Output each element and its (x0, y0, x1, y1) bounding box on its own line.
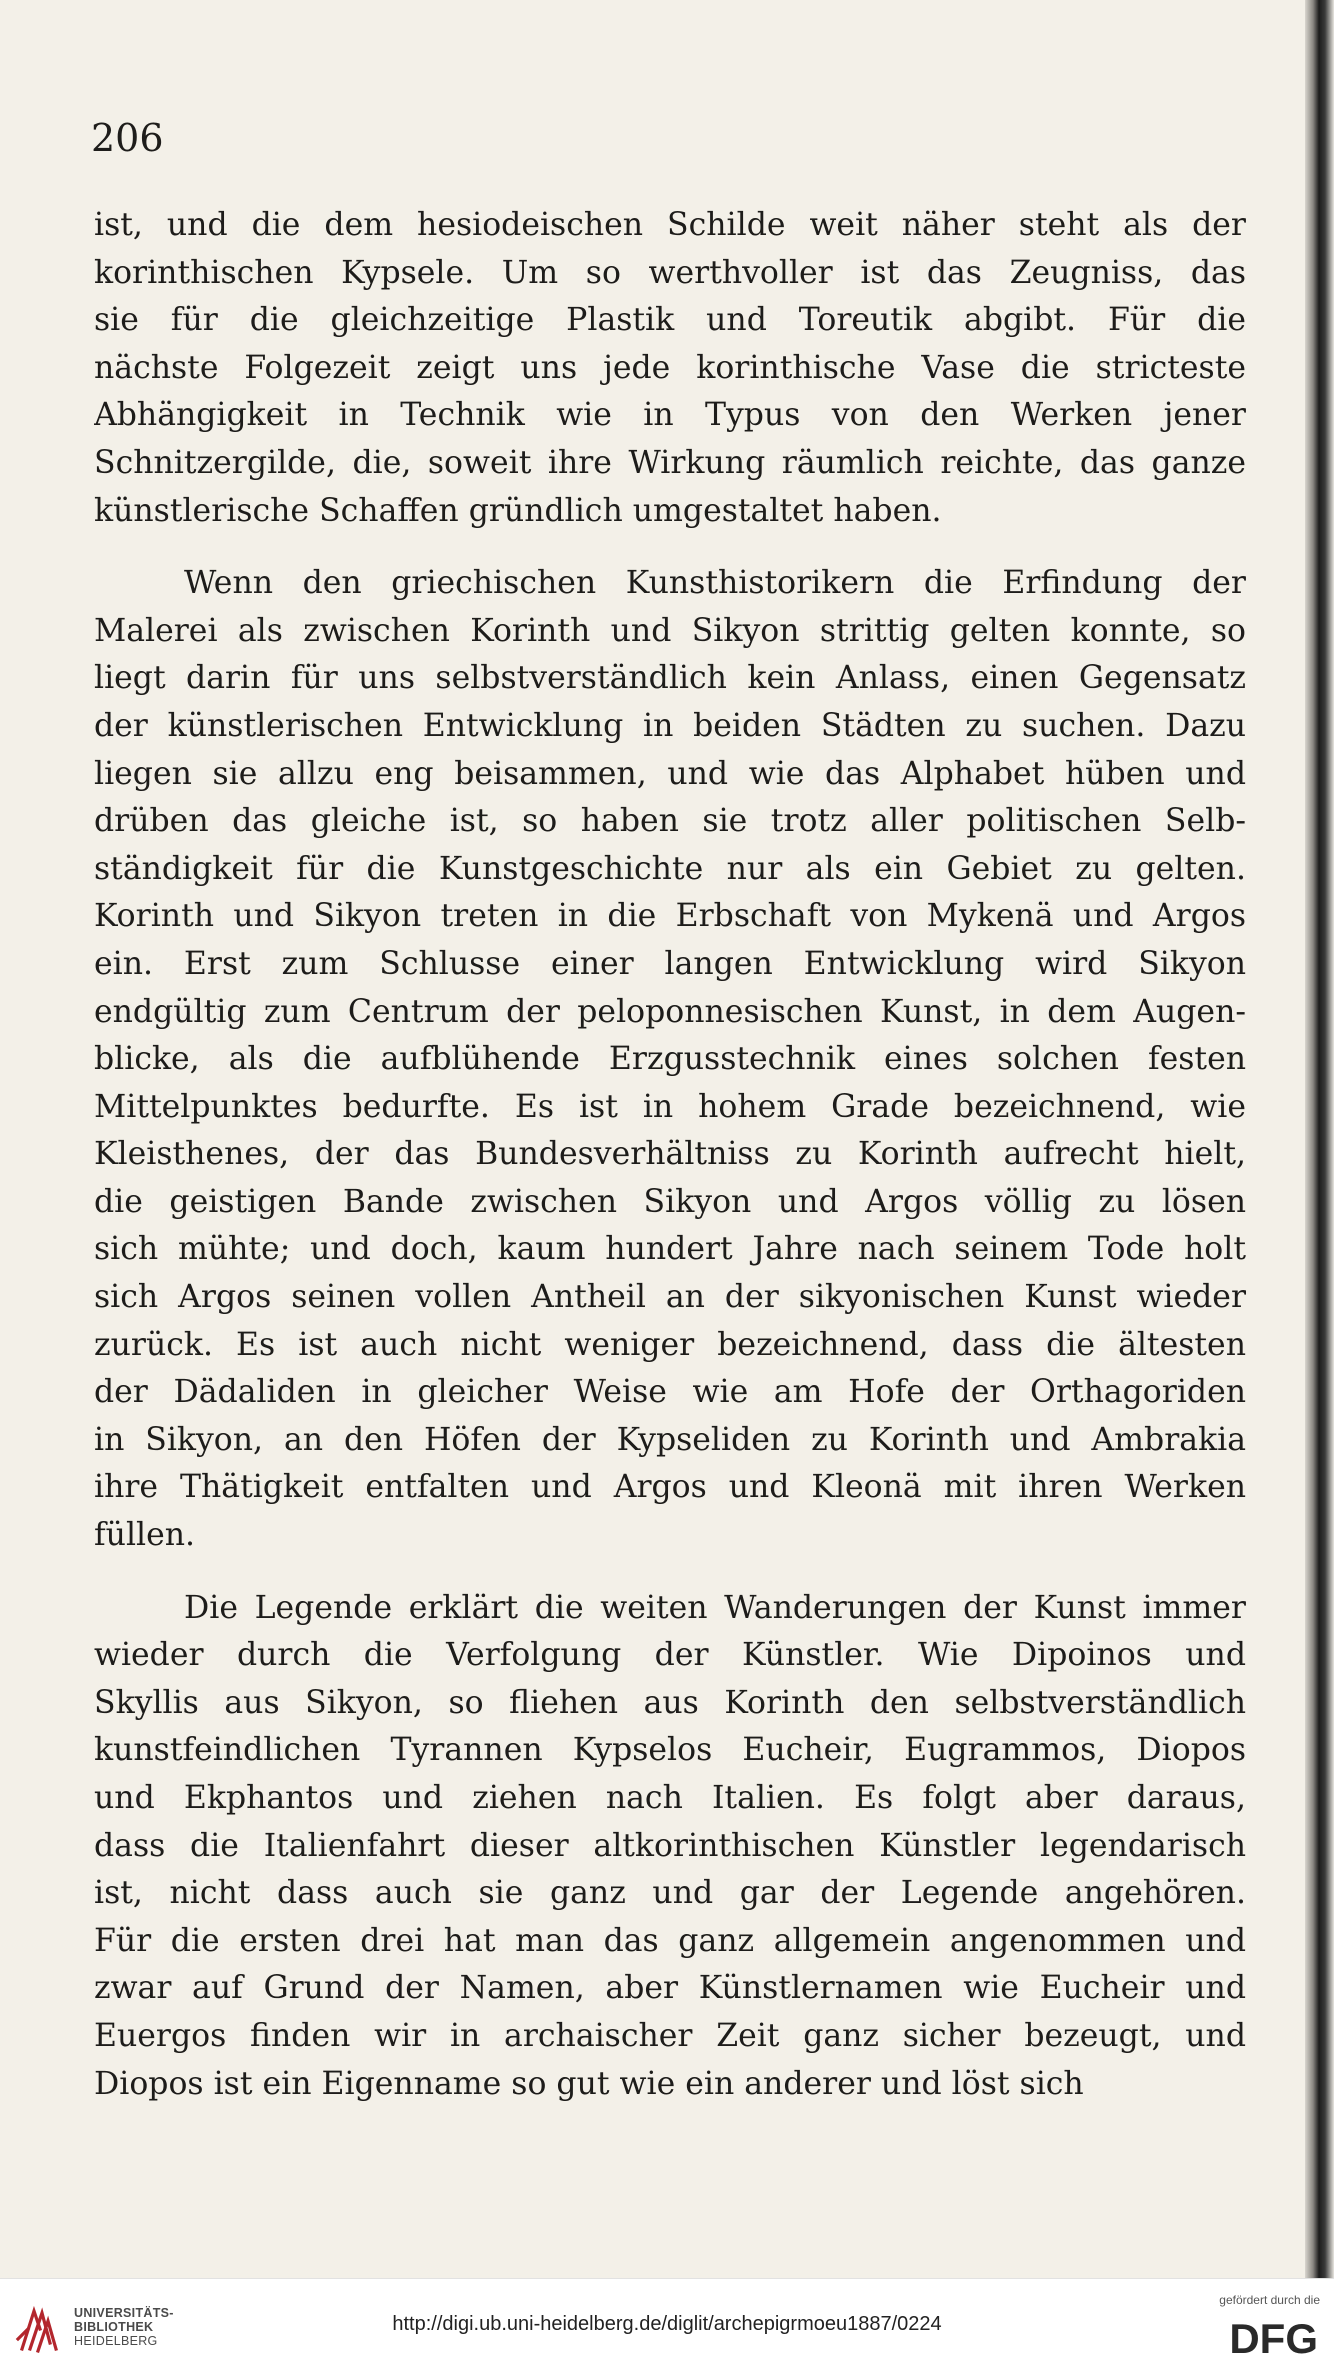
library-name-line-3: HEIDELBERG (74, 2334, 158, 2348)
text-line: Mittelpunktes bedurfte. Es ist in hohem Grade bezeichnend, wie (94, 1088, 1246, 1125)
text-line: kunstfeindlichen Tyrannen Kypselos Eucheir, Eugrammos, Diopos (94, 1732, 1246, 1769)
library-name-line-1: UNIVERSITÄTS- (74, 2306, 174, 2320)
text-line: künstlerische Schaffen gründlich umgestaltet haben. (94, 492, 942, 529)
text-line: füllen. (94, 1517, 196, 1554)
paragraph (94, 560, 1246, 1559)
text-line: zwar auf Grund der Namen, aber Künstlernamen wie Eucheir und (94, 1970, 1246, 2007)
text-line: sie für die gleichzeitige Plastik und Toreutik abgibt. Für die (94, 302, 1246, 339)
text-line: Kleisthenes, der das Bundesverhältniss zu Korinth aufrecht hielt, (94, 1136, 1246, 1173)
viewer-footer (0, 2278, 1334, 2374)
text-line: ist, nicht dass auch sie ganz und gar der Legende angehören. (94, 1875, 1246, 1912)
text-line: nächste Folgezeit zeigt uns jede korinthische Vase die stricteste (94, 349, 1246, 386)
text-line: Für die ersten drei hat man das ganz allgemein angenommen und (94, 1922, 1246, 1959)
text-line: drüben das gleiche ist, so haben sie trotz aller politischen Selb- (94, 803, 1246, 840)
text-line: liegen sie allzu eng beisammen, und wie das Alphabet hüben und (94, 755, 1246, 792)
text-line: Malerei als zwischen Korinth und Sikyon strittig gelten konnte, so (94, 612, 1246, 649)
text-line: Euergos finden wir in archaischer Zeit ganz sicher bezeugt, und (94, 2017, 1246, 2054)
text-line: liegt darin für uns selbstverständlich kein Anlass, einen Gegensatz (94, 660, 1246, 697)
paragraph (94, 1585, 1246, 2109)
text-line: der künstlerischen Entwicklung in beiden Städten zu suchen. Dazu (94, 707, 1246, 744)
text-line: ihre Thätigkeit entfalten und Argos und Kleonä mit ihren Werken (94, 1469, 1246, 1506)
text-line: zurück. Es ist auch nicht weniger bezeichnend, dass die ältesten (94, 1326, 1246, 1363)
text-line: Diopos ist ein Eigenname so gut wie ein anderer und löst sich (94, 2065, 1084, 2102)
text-line: Wenn den griechischen Kunsthistorikern die Erfindung der (184, 565, 1246, 602)
paragraph-gap (94, 1560, 1246, 1585)
text-line: in Sikyon, an den Höfen der Kypseliden zu Korinth und Ambrakia (94, 1421, 1246, 1458)
text-line: endgültig zum Centrum der peloponnesischen Kunst, in dem Augen- (94, 993, 1246, 1030)
paragraph (94, 202, 1246, 535)
dfg-logo-text: DFG (1229, 2315, 1318, 2357)
text-line: der Dädaliden in gleicher Weise wie am Hofe der Orthagoriden (94, 1374, 1246, 1411)
paragraph-gap (94, 535, 1246, 560)
text-line: sich mühte; und doch, kaum hundert Jahre nach seinem Tode holt (94, 1231, 1246, 1268)
text-line: ist, und die dem hesiodeischen Schilde weit näher steht als der (94, 207, 1246, 243)
page-number: 206 (91, 116, 164, 160)
library-name-line-2: BIBLIOTHEK (74, 2320, 154, 2334)
book-spine-shadow (1305, 0, 1334, 2278)
text-line: korinthischen Kypsele. Um so werthvoller ist das Zeugniss, das (94, 254, 1246, 291)
text-line: und Ekphantos und ziehen nach Italien. Es folgt aber daraus, (94, 1780, 1246, 1816)
text-line: ein. Erst zum Schlusse einer langen Entwicklung wird Sikyon (94, 945, 1246, 982)
dfg-logo-icon (1200, 2313, 1320, 2357)
text-line: Abhängigkeit in Technik wie in Typus von den Werken jener (94, 397, 1246, 434)
funding-caption: gefördert durch die (1219, 2293, 1320, 2307)
text-line: ständigkeit für die Kunstgeschichte nur als ein Gebiet zu gelten. (94, 850, 1246, 887)
text-line: Skyllis aus Sikyon, so fliehen aus Korinth den selbstverständlich (94, 1684, 1246, 1721)
text-line: blicke, als die aufblühende Erzgusstechnik eines solchen festen (94, 1041, 1246, 1078)
body-text (94, 202, 1246, 2108)
permalink-url-link[interactable]: http://digi.ub.uni-heidelberg.de/diglit/archepigrmoeu1887/0224 (392, 2313, 942, 2335)
text-line: dass die Italienfahrt dieser altkorinthischen Künstler legendarisch (94, 1827, 1246, 1864)
text-line: wieder durch die Verfolgung der Künstler. Wie Dipoinos und (94, 1637, 1246, 1674)
text-line: Schnitzergilde, die, soweit ihre Wirkung räumlich reichte, das ganze (94, 444, 1246, 481)
text-line: Korinth und Sikyon treten in die Erbschaft von Mykenä und Argos (94, 898, 1246, 935)
text-line: die geistigen Bande zwischen Sikyon und Argos völlig zu lösen (94, 1183, 1246, 1220)
text-line: Die Legende erklärt die weiten Wanderungen der Kunst immer (184, 1589, 1246, 1626)
text-line: sich Argos seinen vollen Antheil an der sikyonischen Kunst wieder (94, 1279, 1246, 1316)
